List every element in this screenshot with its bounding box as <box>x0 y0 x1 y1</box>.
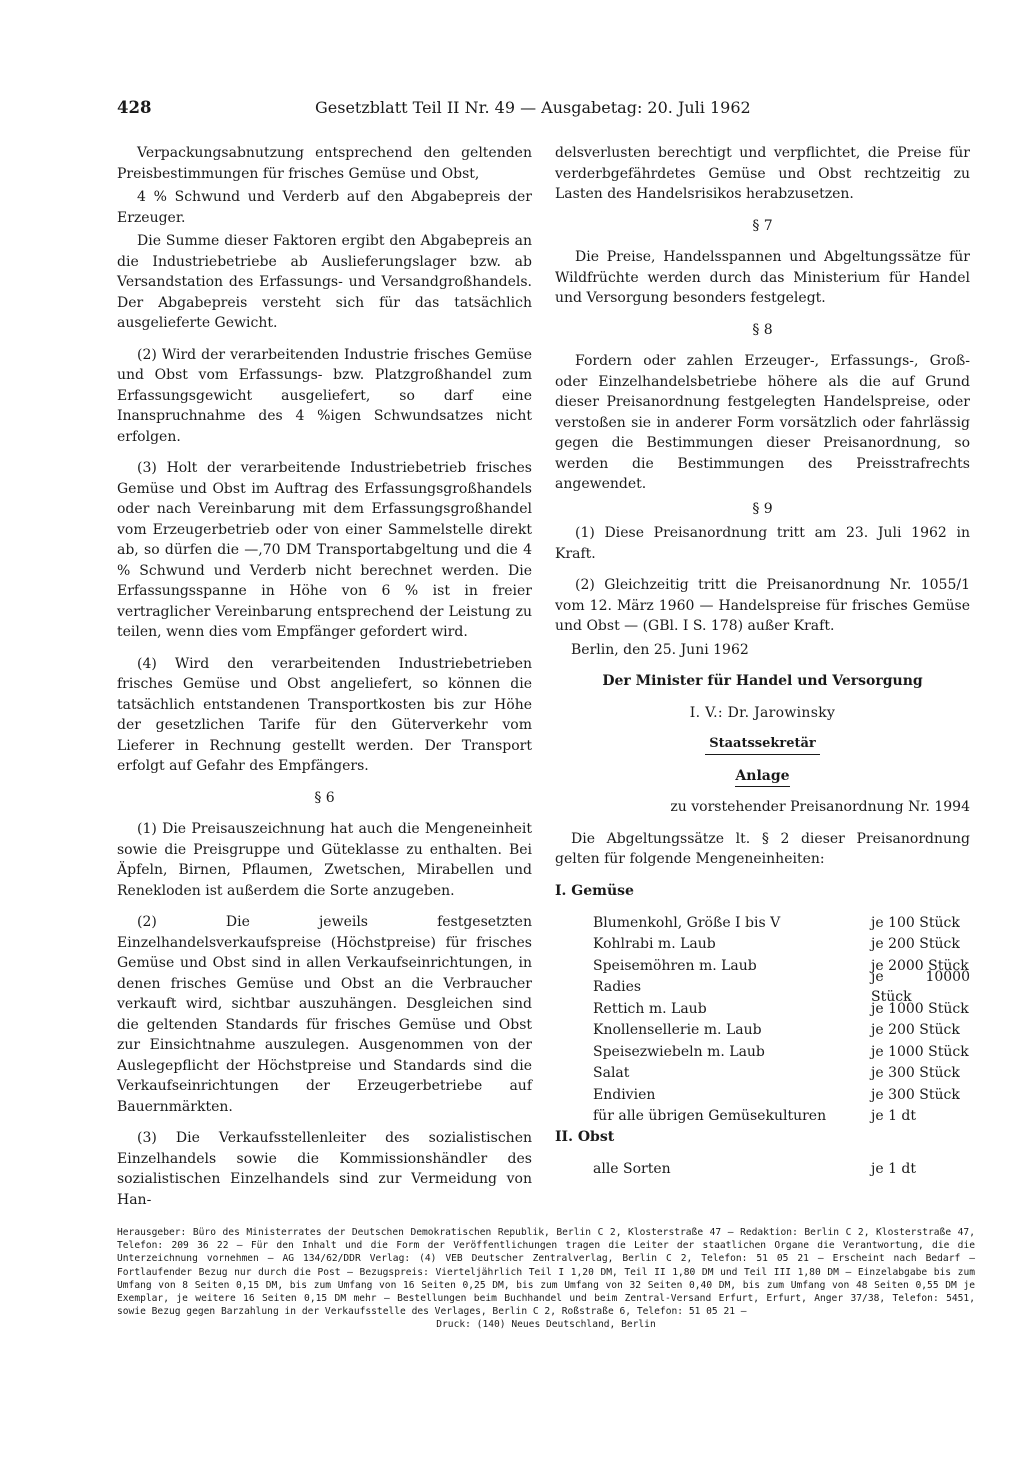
paragraph: Die Preise, Handelsspannen und Abgeltungssätze für Wildfrüchte werden durch das Ministerium für Handel und Versorgung besonders festgelegt. <box>555 249 970 306</box>
paragraph: Verpackungsabnutzung entsprechend den geltenden Preisbestimmungen für frisches Gemüse und Obst, <box>117 145 532 182</box>
printer-line: Druck: (140) Neues Deutschland, Berlin <box>436 1319 656 1331</box>
list-item <box>555 1041 970 1063</box>
annex-title: Anlage <box>735 768 789 787</box>
paragraph: (3) Die Verkaufsstellenleiter des sozialistischen Einzelhandels sowie die Kommissionshändler des sozialistischen Einzelhandels sind zur Vermeidung von Han- <box>117 1130 532 1208</box>
item-quantity: je 2000 Stück <box>871 957 969 974</box>
item-name: Endivien <box>593 1086 656 1103</box>
item-name: Knollensellerie m. Laub <box>593 1022 762 1038</box>
section-heading: § 6 <box>314 789 335 806</box>
page-number: 428 <box>117 98 152 117</box>
paragraph: delsverlusten berechtigt und verpflichtet, die Preise für verderbgefährdetes Gemüse und Obst rechtzeitig zu Lasten des Handelsrisikos herabzusetzen. <box>555 145 970 202</box>
item-name: für alle übrigen Gemüsekulturen <box>593 1108 827 1124</box>
signatory-office: Der Minister für Handel und Versorgung <box>602 673 923 689</box>
item-name: Kohlrabi m. Laub <box>593 936 716 952</box>
annex-subtitle: zu vorstehender Preisanordnung Nr. 1994 <box>670 799 970 815</box>
signatory-name: I. V.: Dr. Jarowinsky <box>689 704 836 721</box>
item-name: Radies <box>593 979 642 995</box>
item-name: alle Sorten <box>593 1161 671 1177</box>
item-name: Speisezwiebeln m. Laub <box>593 1043 765 1060</box>
imprint-text: Herausgeber: Büro des Ministerrates der Deutschen Demokratischen Republik, Berlin C 2, Klosterstraße 47 — Redaktion: Berlin C 2, Klosterstraße 47, Telefon: 209 36 22 — Für den Inhalt und die Form der Veröffentlichungen tragen die Leiter der staatlichen Organe die Verantwortung, die die Unterzeichnung vornehmen — AG 134/62/DDR Verlag: (4) VEB Deutscher Zentralverlag, Berlin C 2, Telefon: 51 05 21 — Erscheint nach Bedarf — Fortlaufender Bezug nur durch die Post — Bezugspreis: Vierteljährlich Teil I 1,20 DM, Teil II 1,80 DM und Teil III 1,80 DM — Einzelabgabe bis zum Umfang von 8 Seiten 0,15 DM, bis zum Umfang von 16 Seiten 0,25 DM, bis zum Umfang von 32 Seiten 0,40 DM, bis zum Umfang von 48 Seiten 0,55 DM je Exemplar, je weitere 16 Seiten 0,15 DM mehr — Bestellungen beim Buchhandel und beim Zentral-Versand Erfurt, Erfurt, Anger 37/38, Telefon: 5451, sowie Bezug gegen Barzahlung in der Verkaufsstelle des Verlages, Berlin C 2, Roßstraße 6, Telefon: 51 05 21 — <box>117 1227 975 1318</box>
page-header <box>117 98 785 124</box>
running-title: Gesetzblatt Teil II Nr. 49 — Ausgabetag: 20. Juli 1962 <box>315 98 751 117</box>
paragraph: Die Summe dieser Faktoren ergibt den Abgabepreis an die Industriebetriebe ab Auslieferungslager bzw. ab Versandstation des Erfassungs- und Versandgroßhandels. Der Abgabepreis versteht sich für das tatsächlich ausgelieferte Gewicht. <box>117 233 532 331</box>
paragraph: 4 % Schwund und Verderb auf den Abgabepreis der Erzeuger. <box>117 189 532 226</box>
item-name: Rettich m. Laub <box>593 1000 707 1017</box>
item-quantity: je 300 Stück <box>871 1086 960 1103</box>
list-item <box>555 1159 970 1181</box>
signatory-title: Staatssekretär <box>705 736 820 755</box>
list-item <box>555 968 970 1006</box>
fruit-unit-list <box>555 1159 970 1181</box>
group-heading-vegetables: I. Gemüse <box>555 882 634 899</box>
item-quantity: je 200 Stück <box>871 936 960 952</box>
item-quantity: je 100 Stück <box>871 914 960 931</box>
place-date: Berlin, den 25. Juni 1962 <box>571 641 749 658</box>
item-quantity: je 1 dt <box>871 1108 917 1124</box>
group-heading-fruit: II. Obst <box>555 1129 615 1145</box>
right-column <box>555 143 970 1180</box>
list-item <box>555 1020 970 1042</box>
list-item <box>555 934 970 956</box>
list-item <box>555 1063 970 1085</box>
section-heading: § 9 <box>752 500 773 517</box>
publisher-footer <box>117 1226 975 1332</box>
section-heading: § 8 <box>752 321 773 338</box>
paragraph: (2) Wird der verarbeitenden Industrie frisches Gemüse und Obst vom Erfassungs- bzw. Platzgroßhandel zum Erfassungsgewicht ausgeliefert, so darf eine Inanspruchnahme des 4 %igen Schwundsatzes nicht erfolgen. <box>117 346 532 445</box>
item-quantity: je 10000 Stück <box>871 968 970 1006</box>
item-quantity: je 1000 Stück <box>871 1000 969 1017</box>
vegetable-unit-list <box>555 912 970 1127</box>
list-item <box>555 1106 970 1128</box>
paragraph: Fordern oder zahlen Erzeuger-, Erfassungs-, Groß- oder Einzelhandelsbetriebe höhere als die auf Grund dieser Preisanordnung festgelegten Handelspreise, oder verstoßen sie in anderer Form vorsätzlich oder fahrlässig gegen die Bestimmungen dieser Preisanordnung, so werden die Bestimmungen des Preisstrafrechts angewendet. <box>555 353 970 492</box>
item-name: Speisemöhren m. Laub <box>593 957 757 974</box>
item-quantity: je 300 Stück <box>871 1065 960 1081</box>
section-heading: § 7 <box>752 217 773 234</box>
item-quantity: je 1 dt <box>871 1161 917 1177</box>
item-name: Salat <box>593 1065 630 1081</box>
paragraph: (1) Die Preisauszeichnung hat auch die Mengeneinheit sowie die Preisgruppe und Güteklasse zu enthalten. Bei Äpfeln, Birnen, Pflaumen, Zwetschen, Mirabellen und Renekloden ist außerdem die Sorte anzugeben. <box>117 821 532 899</box>
item-quantity: je 200 Stück <box>871 1022 960 1038</box>
annex-intro: Die Abgeltungssätze lt. § 2 dieser Preisanordnung gelten für folgende Mengeneinheiten: <box>555 830 970 867</box>
paragraph: (4) Wird den verarbeitenden Industriebetrieben frisches Gemüse und Obst angeliefert, so können die tatsächlich entstandenen Transportkosten bis zur Höhe der gesetzlichen Tarife für den Güterverkehr vom Lieferer in Rechnung gestellt werden. Der Transport erfolgt auf Gefahr des Empfängers. <box>117 655 532 774</box>
item-quantity: je 1000 Stück <box>871 1043 969 1060</box>
list-item <box>555 912 970 934</box>
left-column <box>117 143 532 1221</box>
item-name: Blumenkohl, Größe I bis V <box>593 914 781 931</box>
list-item <box>555 998 970 1020</box>
paragraph: (2) Die jeweils festgesetzten Einzelhandelsverkaufspreise (Höchstpreise) für frisches Gemüse und Obst sind in allen Verkaufseinrichtungen, in denen frisches Gemüse und Obst an die Verbraucher verkauft wird, sichtbar auszuhängen. Desgleichen sind die geltenden Standards für frisches Gemüse und Obst zur Einsichtnahme auszulegen. Ausgenommen von der Auslegepflicht der Höchstpreise und Standards sind die Verkaufseinrichtungen der Erzeugerbetriebe auf Bauernmärkten. <box>117 914 532 1115</box>
list-item <box>555 1084 970 1106</box>
paragraph: (3) Holt der verarbeitende Industriebetrieb frisches Gemüse und Obst im Auftrag des Erfassungsgroßhandels oder nach Vereinbarung mit dem Erfassungsgroßhandel vom Erzeugerbetrieb oder von einer Sammelstelle direkt ab, so dürfen die —,70 DM Transportabgeltung und die 4 % Schwund und Verderb nicht berechnet werden. Die Erfassungsspanne in Höhe von 6 % ist in freier vertraglicher Vereinbarung entsprechend der Leistung zu teilen, wenn dies vom Empfänger gefordert wird. <box>117 460 532 640</box>
paragraph: (2) Gleichzeitig tritt die Preisanordnung Nr. 1055/1 vom 12. März 1960 — Handelspreise für frisches Gemüse und Obst — (GBl. I S. 178) außer Kraft. <box>555 577 970 634</box>
paragraph: (1) Diese Preisanordnung tritt am 23. Juli 1962 in Kraft. <box>555 525 970 562</box>
